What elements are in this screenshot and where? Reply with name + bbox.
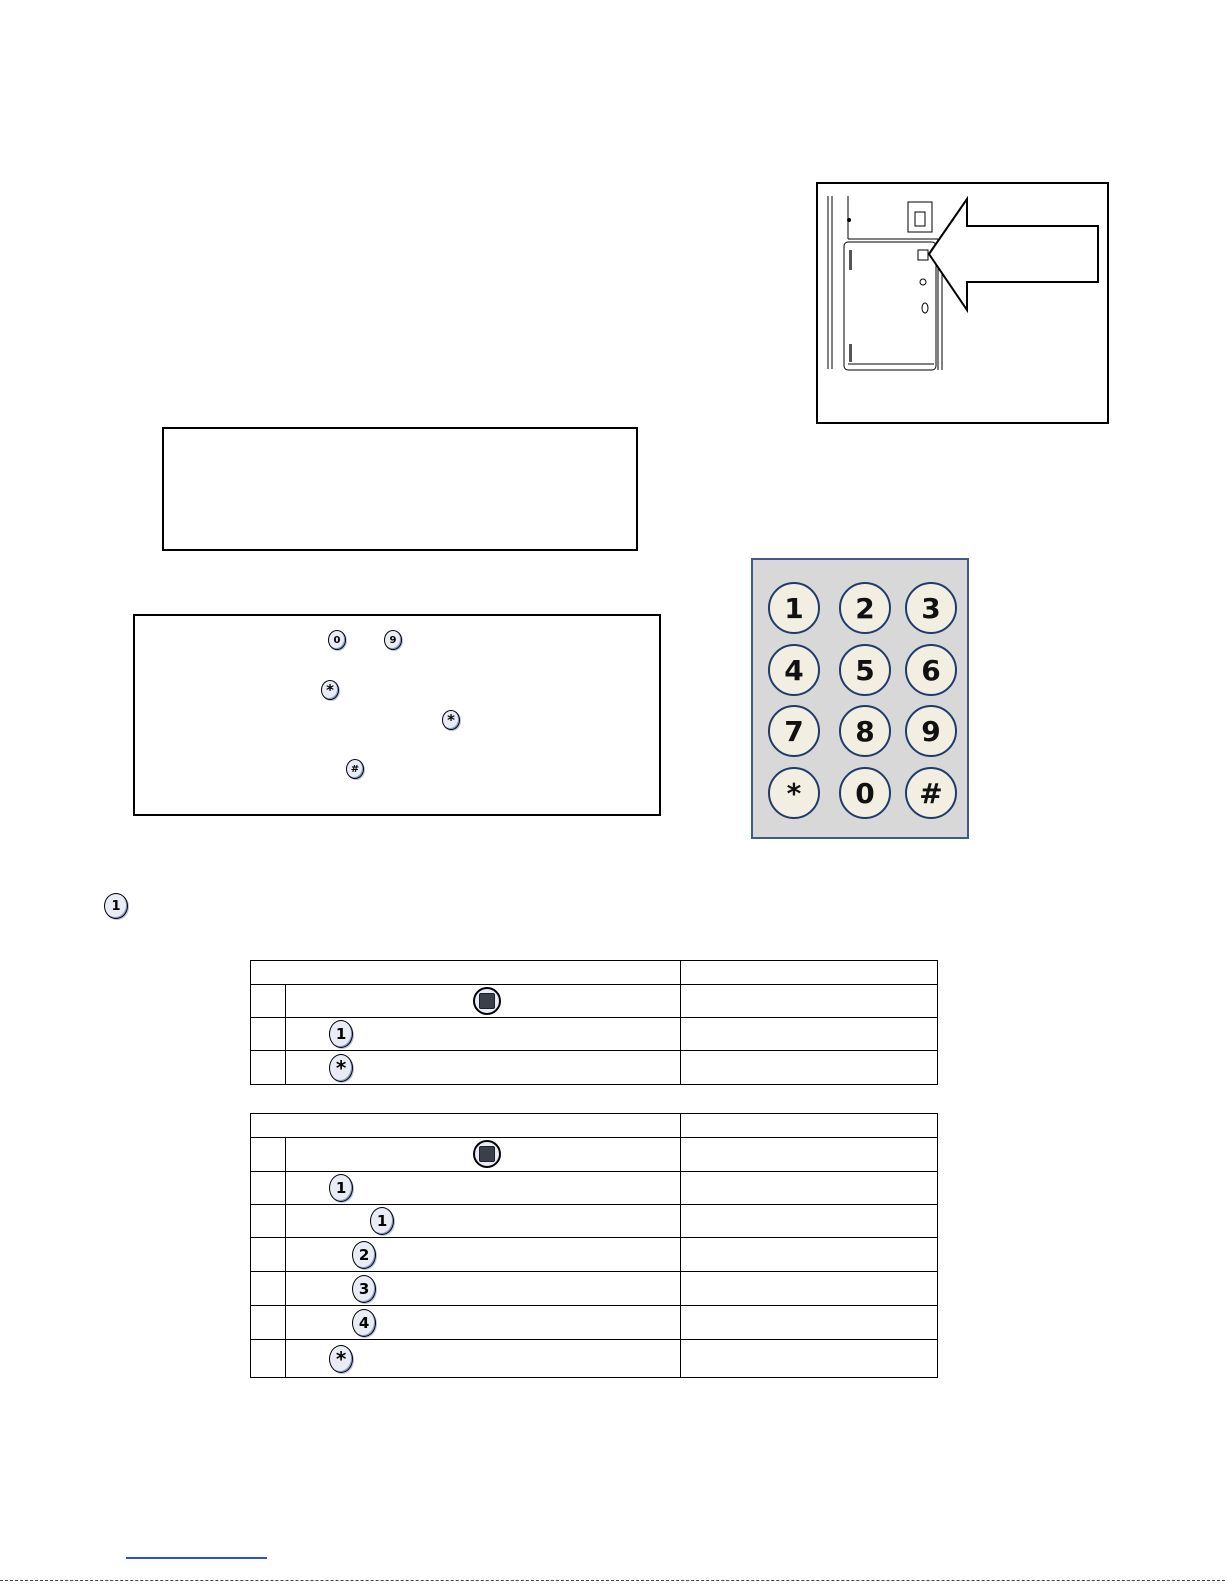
keypad-key-star[interactable]: * xyxy=(768,767,820,819)
step-number-cell xyxy=(251,1205,286,1238)
key-9-icon: 9 xyxy=(384,630,402,650)
keypad-key-9[interactable]: 9 xyxy=(905,705,957,757)
table-row xyxy=(251,1306,938,1340)
keypad-key-7[interactable]: 7 xyxy=(768,705,820,757)
step-number-cell xyxy=(251,1238,286,1272)
step-action-cell xyxy=(286,1306,681,1340)
step-number-cell xyxy=(251,985,286,1018)
key-star-icon: * xyxy=(329,1345,353,1373)
table-header-row xyxy=(251,1114,938,1138)
table-header-cell xyxy=(681,961,938,985)
step-number-cell xyxy=(251,1306,286,1340)
table-header-cell xyxy=(681,1114,938,1138)
panel-location-diagram xyxy=(818,184,1107,422)
step-result-cell xyxy=(681,1205,938,1238)
step-result-cell xyxy=(681,1306,938,1340)
step-result-cell xyxy=(681,1138,938,1172)
step-1-icon: 1 xyxy=(104,893,128,919)
step-result-cell xyxy=(681,1018,938,1051)
step-action-cell xyxy=(286,1138,681,1172)
step-number-cell xyxy=(251,1138,286,1172)
keypad-key-5[interactable]: 5 xyxy=(839,644,891,696)
keypad xyxy=(751,558,969,839)
stop-icon xyxy=(473,987,501,1015)
step-number-cell xyxy=(251,1272,286,1306)
key-star-icon: * xyxy=(329,1054,353,1082)
footer-rule xyxy=(0,1580,1225,1581)
table-row xyxy=(251,1340,938,1378)
key-star-icon: * xyxy=(442,710,460,730)
procedure-table-1 xyxy=(250,960,938,1085)
table-row xyxy=(251,1172,938,1205)
keypad-key-0[interactable]: 0 xyxy=(839,767,891,819)
key-star-icon: * xyxy=(321,680,339,700)
keypad-key-4[interactable]: 4 xyxy=(768,644,820,696)
table-row xyxy=(251,1138,938,1172)
step-number-cell xyxy=(251,1018,286,1051)
step-action-cell xyxy=(286,1172,681,1205)
step-number-cell xyxy=(251,1172,286,1205)
table-row xyxy=(251,1205,938,1238)
step-number-cell xyxy=(251,1340,286,1378)
keypad-key-2[interactable]: 2 xyxy=(839,582,891,634)
step-result-cell xyxy=(681,1340,938,1378)
step-result-cell xyxy=(681,1172,938,1205)
key-4-icon: 4 xyxy=(352,1309,376,1337)
keypad-key-8[interactable]: 8 xyxy=(839,705,891,757)
step-action-cell xyxy=(286,1340,681,1378)
key-2-icon: 2 xyxy=(352,1241,376,1269)
key-hash-icon: # xyxy=(346,759,364,779)
step-number-cell xyxy=(251,1051,286,1085)
keypad-key-6[interactable]: 6 xyxy=(905,644,957,696)
key-0-icon: 0 xyxy=(328,630,346,650)
procedure-table-2 xyxy=(250,1113,938,1378)
step-result-cell xyxy=(681,1238,938,1272)
step-action-cell xyxy=(286,1272,681,1306)
step-action-cell xyxy=(286,985,681,1018)
panel-illustration xyxy=(816,182,1109,424)
step-result-cell xyxy=(681,1272,938,1306)
table-row xyxy=(251,1272,938,1306)
step-action-cell xyxy=(286,1051,681,1085)
stop-icon xyxy=(473,1140,501,1168)
keypad-key-1[interactable]: 1 xyxy=(768,582,820,634)
key-1-icon: 1 xyxy=(370,1207,394,1235)
keypad-key-hash[interactable]: # xyxy=(905,767,957,819)
key-1-icon: 1 xyxy=(329,1174,353,1202)
step-action-cell xyxy=(286,1238,681,1272)
keypad-key-3[interactable]: 3 xyxy=(905,582,957,634)
step-result-cell xyxy=(681,985,938,1018)
footer-link-underline[interactable] xyxy=(126,1557,267,1559)
keypad-instructions-box xyxy=(133,614,661,816)
key-1-icon: 1 xyxy=(329,1020,353,1048)
step-action-cell xyxy=(286,1205,681,1238)
table-row xyxy=(251,1018,938,1051)
key-3-icon: 3 xyxy=(352,1275,376,1303)
table-header-cell xyxy=(251,1114,681,1138)
step-action-cell xyxy=(286,1018,681,1051)
table-row xyxy=(251,1238,938,1272)
table-header-cell xyxy=(251,961,681,985)
table-row xyxy=(251,985,938,1018)
table-header-row xyxy=(251,961,938,985)
table-row xyxy=(251,1051,938,1085)
step-result-cell xyxy=(681,1051,938,1085)
notice-box xyxy=(162,427,638,551)
